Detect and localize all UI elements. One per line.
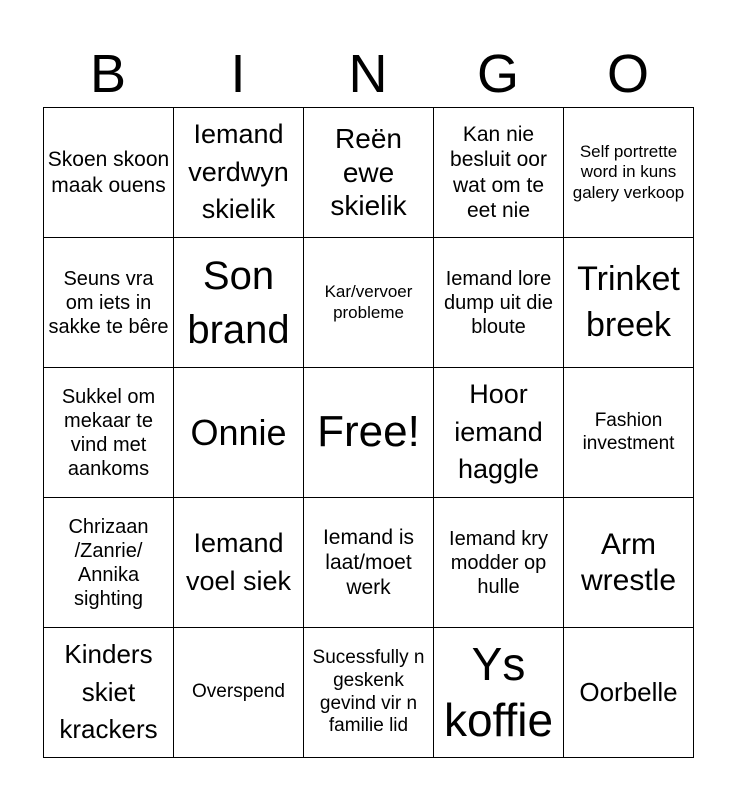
bingo-cell[interactable]: Kan nie besluit oor wat om te eet nie	[434, 108, 564, 238]
header-letter-g: G	[476, 44, 519, 104]
header-letter-i: I	[230, 44, 246, 104]
bingo-cell[interactable]: Chrizaan /Zanrie/ Annika sighting	[44, 498, 174, 628]
bingo-cell[interactable]: Son brand	[174, 238, 304, 368]
header-letter-n: N	[348, 44, 388, 104]
bingo-cell[interactable]: Self portrette word in kuns galery verkoop	[564, 108, 694, 238]
bingo-cell[interactable]: Iemand kry modder op hulle	[434, 498, 564, 628]
header-letter-o: O	[606, 44, 649, 104]
header-letter-b: B	[89, 44, 127, 104]
board-row	[44, 108, 694, 238]
board-row	[44, 498, 694, 628]
bingo-cell[interactable]: Reën ewe skielik	[304, 108, 434, 238]
bingo-cell[interactable]: Onnie	[174, 368, 304, 498]
bingo-cell[interactable]: Kar/vervoer probleme	[304, 238, 434, 368]
bingo-board	[43, 107, 694, 758]
bingo-cell[interactable]: Overspend	[174, 628, 304, 758]
bingo-cell[interactable]: Fashion investment	[564, 368, 694, 498]
free-space-cell[interactable]: Free!	[304, 368, 434, 498]
bingo-cell[interactable]: Ys koffie	[434, 628, 564, 758]
board-row	[44, 368, 694, 498]
bingo-cell[interactable]: Oorbelle	[564, 628, 694, 758]
board-row	[44, 628, 694, 758]
bingo-cell[interactable]: Iemand lore dump uit die bloute	[434, 238, 564, 368]
bingo-cell[interactable]: Sucessfully n geskenk gevind vir n familie lid	[304, 628, 434, 758]
bingo-cell[interactable]: Skoen skoon maak ouens	[44, 108, 174, 238]
bingo-cell[interactable]: Hoor iemand haggle	[434, 368, 564, 498]
bingo-cell[interactable]: Iemand voel siek	[174, 498, 304, 628]
bingo-cell[interactable]: Trinket breek	[564, 238, 694, 368]
bingo-cell[interactable]: Arm wrestle	[564, 498, 694, 628]
bingo-cell[interactable]: Kinders skiet krackers	[44, 628, 174, 758]
bingo-cell[interactable]: Sukkel om mekaar te vind met aankoms	[44, 368, 174, 498]
board-row	[44, 238, 694, 368]
bingo-cell[interactable]: Iemand verdwyn skielik	[174, 108, 304, 238]
bingo-header	[43, 40, 693, 108]
bingo-cell[interactable]: Iemand is laat/moet werk	[304, 498, 434, 628]
bingo-cell[interactable]: Seuns vra om iets in sakke te bêre	[44, 238, 174, 368]
